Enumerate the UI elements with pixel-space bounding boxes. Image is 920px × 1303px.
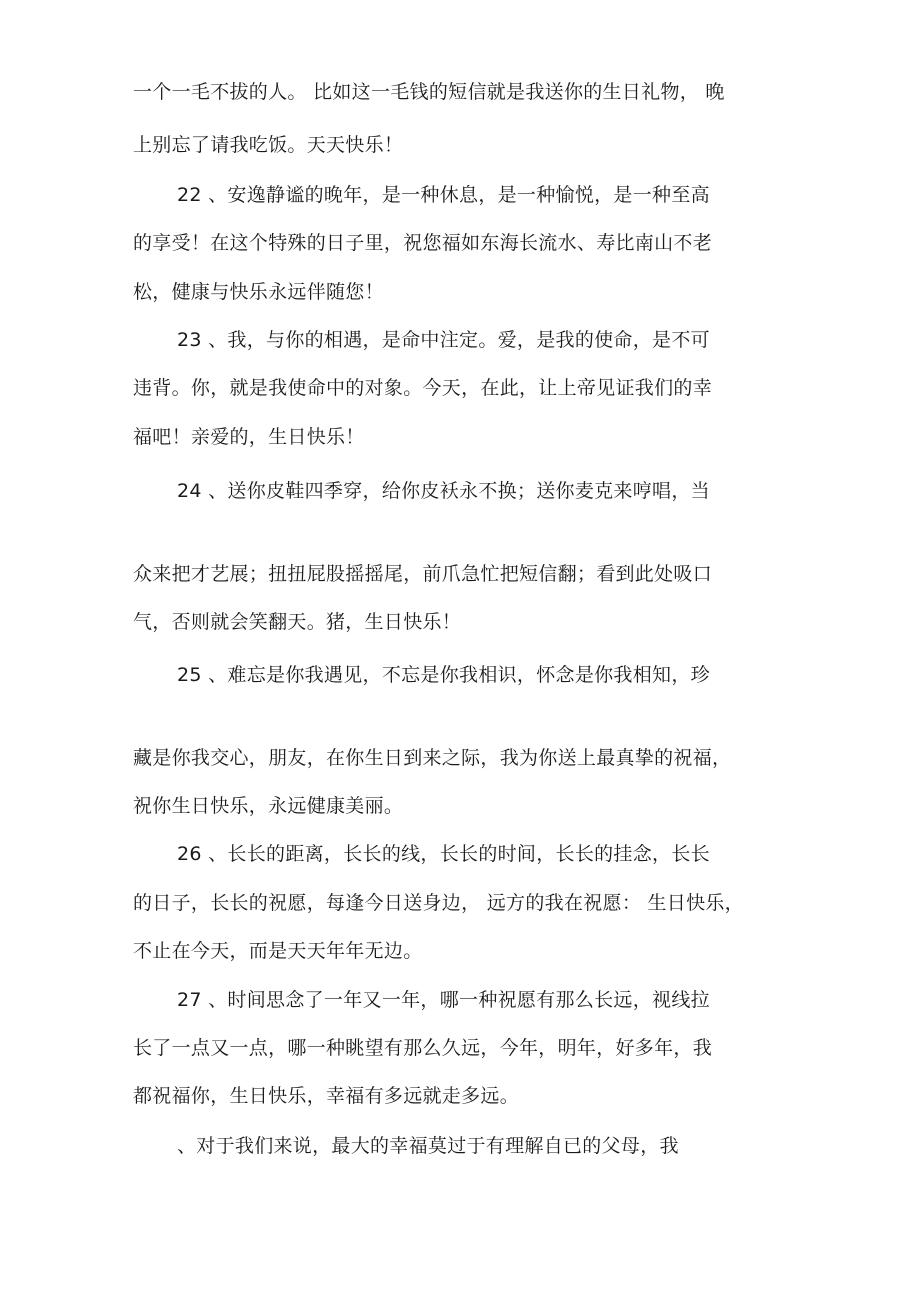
- paragraph-27-line: 27 、时间思念了一年又一年，哪一种祝愿有那么长远，视线拉: [177, 989, 710, 1011]
- paragraph-24-line: 24 、送你皮鞋四季穿，给你皮袄永不换；送你麦克来哼唱，当: [177, 480, 710, 502]
- text-line: 的日子，长长的祝愿，每逢今日送身边， 远方的我在祝愿： 生日快乐，: [133, 892, 744, 914]
- paragraph-26-line: 26 、长长的距离，长长的线，长长的时间，长长的挂念，长长: [177, 843, 710, 865]
- text-line: 长了一点又一点，哪一种眺望有那么久远，今年，明年，好多年，我: [133, 1037, 713, 1059]
- text-line: 藏是你我交心，朋友，在你生日到来之际，我为你送上最真挚的祝福，: [133, 747, 732, 769]
- paragraph-22-line: 22 、安逸静谧的晚年，是一种休息，是一种愉悦，是一种至高: [177, 184, 710, 206]
- text-line: 上别忘了请我吃饭。天天快乐！: [133, 134, 404, 156]
- text-line: 不止在今天，而是天天年年无边。: [133, 940, 423, 962]
- text-line: 福吧！亲爱的，生日快乐！: [133, 426, 365, 448]
- text-line: 气，否则就会笑翻天。猪，生日快乐！: [133, 611, 462, 633]
- text-line: 的享受！在这个特殊的日子里，祝您福如东海长流水、寿比南山不老: [133, 232, 713, 254]
- text-line: 祝你生日快乐，永远健康美丽。: [133, 795, 404, 817]
- text-line: 一个一毛不拔的人。 比如这一毛钱的短信就是我送你的生日礼物， 晚: [133, 81, 725, 103]
- paragraph-23-line: 23 、我，与你的相遇，是命中注定。爱，是我的使命，是不可: [177, 329, 710, 351]
- paragraph-28-line: 、对于我们来说，最大的幸福莫过于有理解自已的父母，我: [177, 1135, 679, 1157]
- text-line: 众来把才艺展；扭扭屁股摇摇尾，前爪急忙把短信翻；看到此处吸口: [133, 563, 713, 585]
- text-line: 都祝福你，生日快乐，幸福有多远就走多远。: [133, 1085, 520, 1107]
- paragraph-25-line: 25 、难忘是你我遇见，不忘是你我相识，怀念是你我相知，珍: [177, 664, 710, 686]
- text-line: 松，健康与快乐永远伴随您！: [133, 281, 384, 303]
- text-line: 违背。你，就是我使命中的对象。今天，在此，让上帝见证我们的幸: [133, 377, 713, 399]
